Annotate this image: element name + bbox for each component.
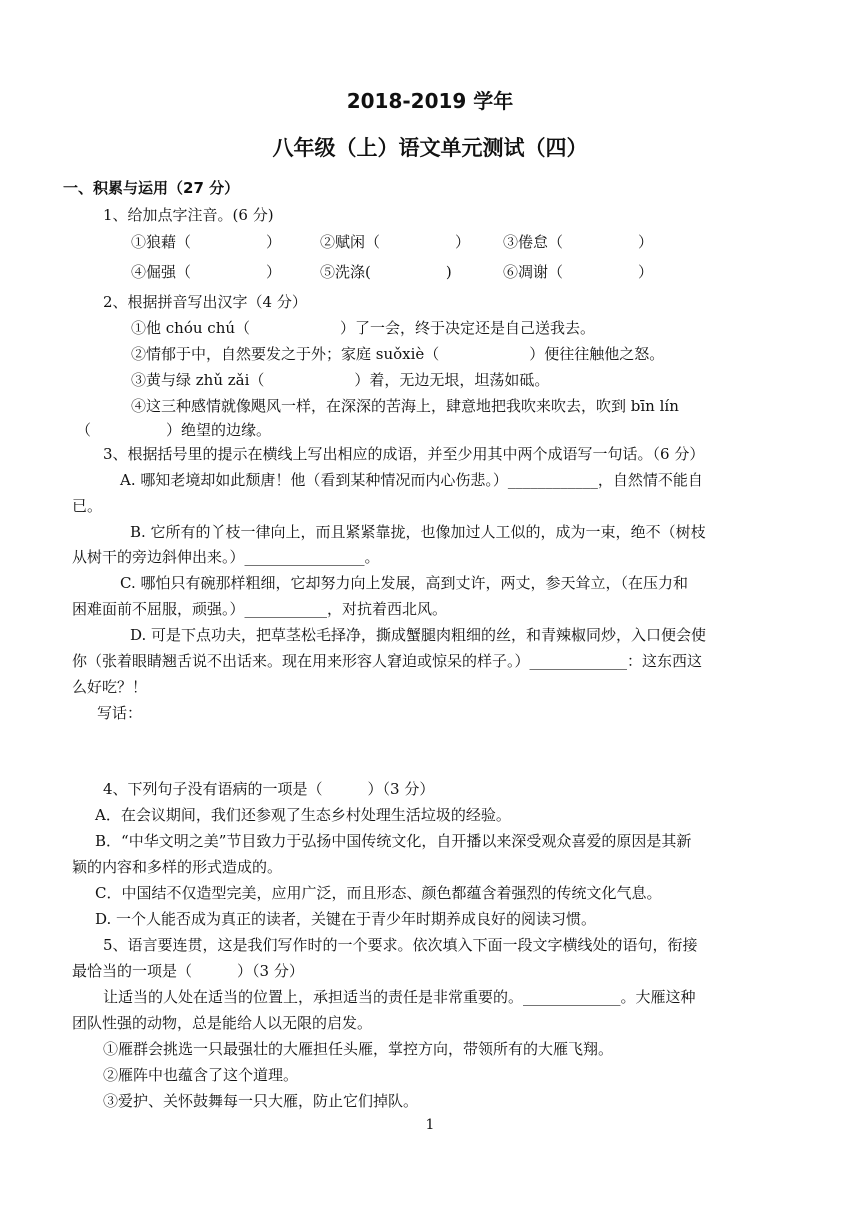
text-line: ③黄与绿 zhǔ zǎi（ ）着，无边无垠，坦荡如砥。 xyxy=(131,371,550,389)
text-line: 团队性强的动物，总是能给人以无限的启发。 xyxy=(72,1014,373,1032)
writing-label: 写话： xyxy=(97,704,143,722)
page-number: 1 xyxy=(425,1117,435,1133)
text-line: C. 哪怕只有碗那样粗细，它却努力向上发展，高到丈许，两丈，参天耸立，（在压力和 xyxy=(120,574,688,592)
school-year-title: 2018-2019 学年 xyxy=(346,89,514,113)
text-line: 么好吃？！ xyxy=(72,678,148,696)
question-stem: 4、下列句子没有语病的一项是（ ）（3 分） xyxy=(103,780,435,798)
text-line: 困难面前不屈服，顽强。）___________，对抗着西北风。 xyxy=(72,600,448,618)
text-line: D. 可是下点功夫，把草茎松毛择净，撕成蟹腿肉粗细的丝，和青辣椒同炒，入口便会使 xyxy=(130,626,707,644)
exam-title: 八年级（上）语文单元测试（四） xyxy=(272,136,588,160)
text-line: 已。 xyxy=(72,497,103,515)
option-c: C．中国结不仅造型完美，应用广泛，而且形态、颜色都蕴含着强烈的传统文化气息。 xyxy=(95,884,662,902)
q1-item: ④倔强（ ） xyxy=(131,263,282,281)
text-line: ①雁群会挑选一只最强壮的大雁担任头雁，掌控方向，带领所有的大雁飞翔。 xyxy=(103,1040,614,1058)
q1-item: ⑥凋谢（ ） xyxy=(503,263,654,281)
option-b-cont: 颖的内容和多样的形式造成的。 xyxy=(72,858,283,876)
question-stem: 3、根据括号里的提示在横线上写出相应的成语，并至少用其中两个成语写一句话。（6 分） xyxy=(103,445,705,463)
text-line: ②情郁于中，自然要发之于外；家庭 suǒxiè（ ）便往往触他之怒。 xyxy=(131,345,665,363)
section-heading: 一、积累与运用（27 分） xyxy=(63,179,240,197)
question-stem-cont: 最恰当的一项是（ ）（3 分） xyxy=(72,962,304,980)
q1-item: ③倦怠（ ） xyxy=(503,233,654,251)
q1-item: ①狼藉（ ） xyxy=(131,233,282,251)
option-d: D. 一个人能否成为真正的读者，关键在于青少年时期养成良好的阅读习惯。 xyxy=(95,910,597,928)
question-stem: 1、给加点字注音。(6 分) xyxy=(103,206,274,224)
text-line: ②雁阵中也蕴含了这个道理。 xyxy=(103,1066,299,1084)
text-line: 你（张着眼睛翘舌说不出话来。现在用来形容人窘迫或惊呆的样子。）_____________：这东西这 xyxy=(72,652,703,670)
text-line: A. 哪知老境却如此颓唐！他（看到某种情况而内心伤悲。）____________，自然情不能自 xyxy=(120,471,703,489)
question-stem: 2、根据拼音写出汉字（4 分） xyxy=(103,293,307,311)
q1-item: ②赋闲（ ） xyxy=(320,233,471,251)
text-line: 从树干的旁边斜伸出来。）________________。 xyxy=(72,548,380,566)
option-a: A．在会议期间，我们还参观了生态乡村处理生活垃圾的经验。 xyxy=(95,806,511,824)
text-line: ①他 chóu chú（ ）了一会，终于决定还是自己送我去。 xyxy=(131,319,596,337)
text-line: 让适当的人处在适当的位置上，承担适当的责任是非常重要的。_____________。大雁这种 xyxy=(103,988,696,1006)
question-stem: 5、语言要连贯，这是我们写作时的一个要求。依次填入下面一段文字横线处的语句，衔接 xyxy=(103,936,698,954)
text-line: ④这三种感情就像飓风一样，在深深的苦海上，肆意地把我吹来吹去，吹到 bīn lín xyxy=(131,397,679,415)
text-line: B. 它所有的丫枝一律向上，而且紧紧靠拢，也像加过人工似的，成为一束，绝不（树枝 xyxy=(130,523,706,541)
text-line: ③爱护、关怀鼓舞每一只大雁，防止它们掉队。 xyxy=(103,1092,419,1110)
text-line: （ ）绝望的边缘。 xyxy=(76,421,272,439)
q1-item: ⑤洗涤( ) xyxy=(320,263,452,281)
option-b: B．“中华文明之美”节目致力于弘扬中国传统文化，自开播以来深受观众喜爱的原因是其新 xyxy=(95,832,692,850)
